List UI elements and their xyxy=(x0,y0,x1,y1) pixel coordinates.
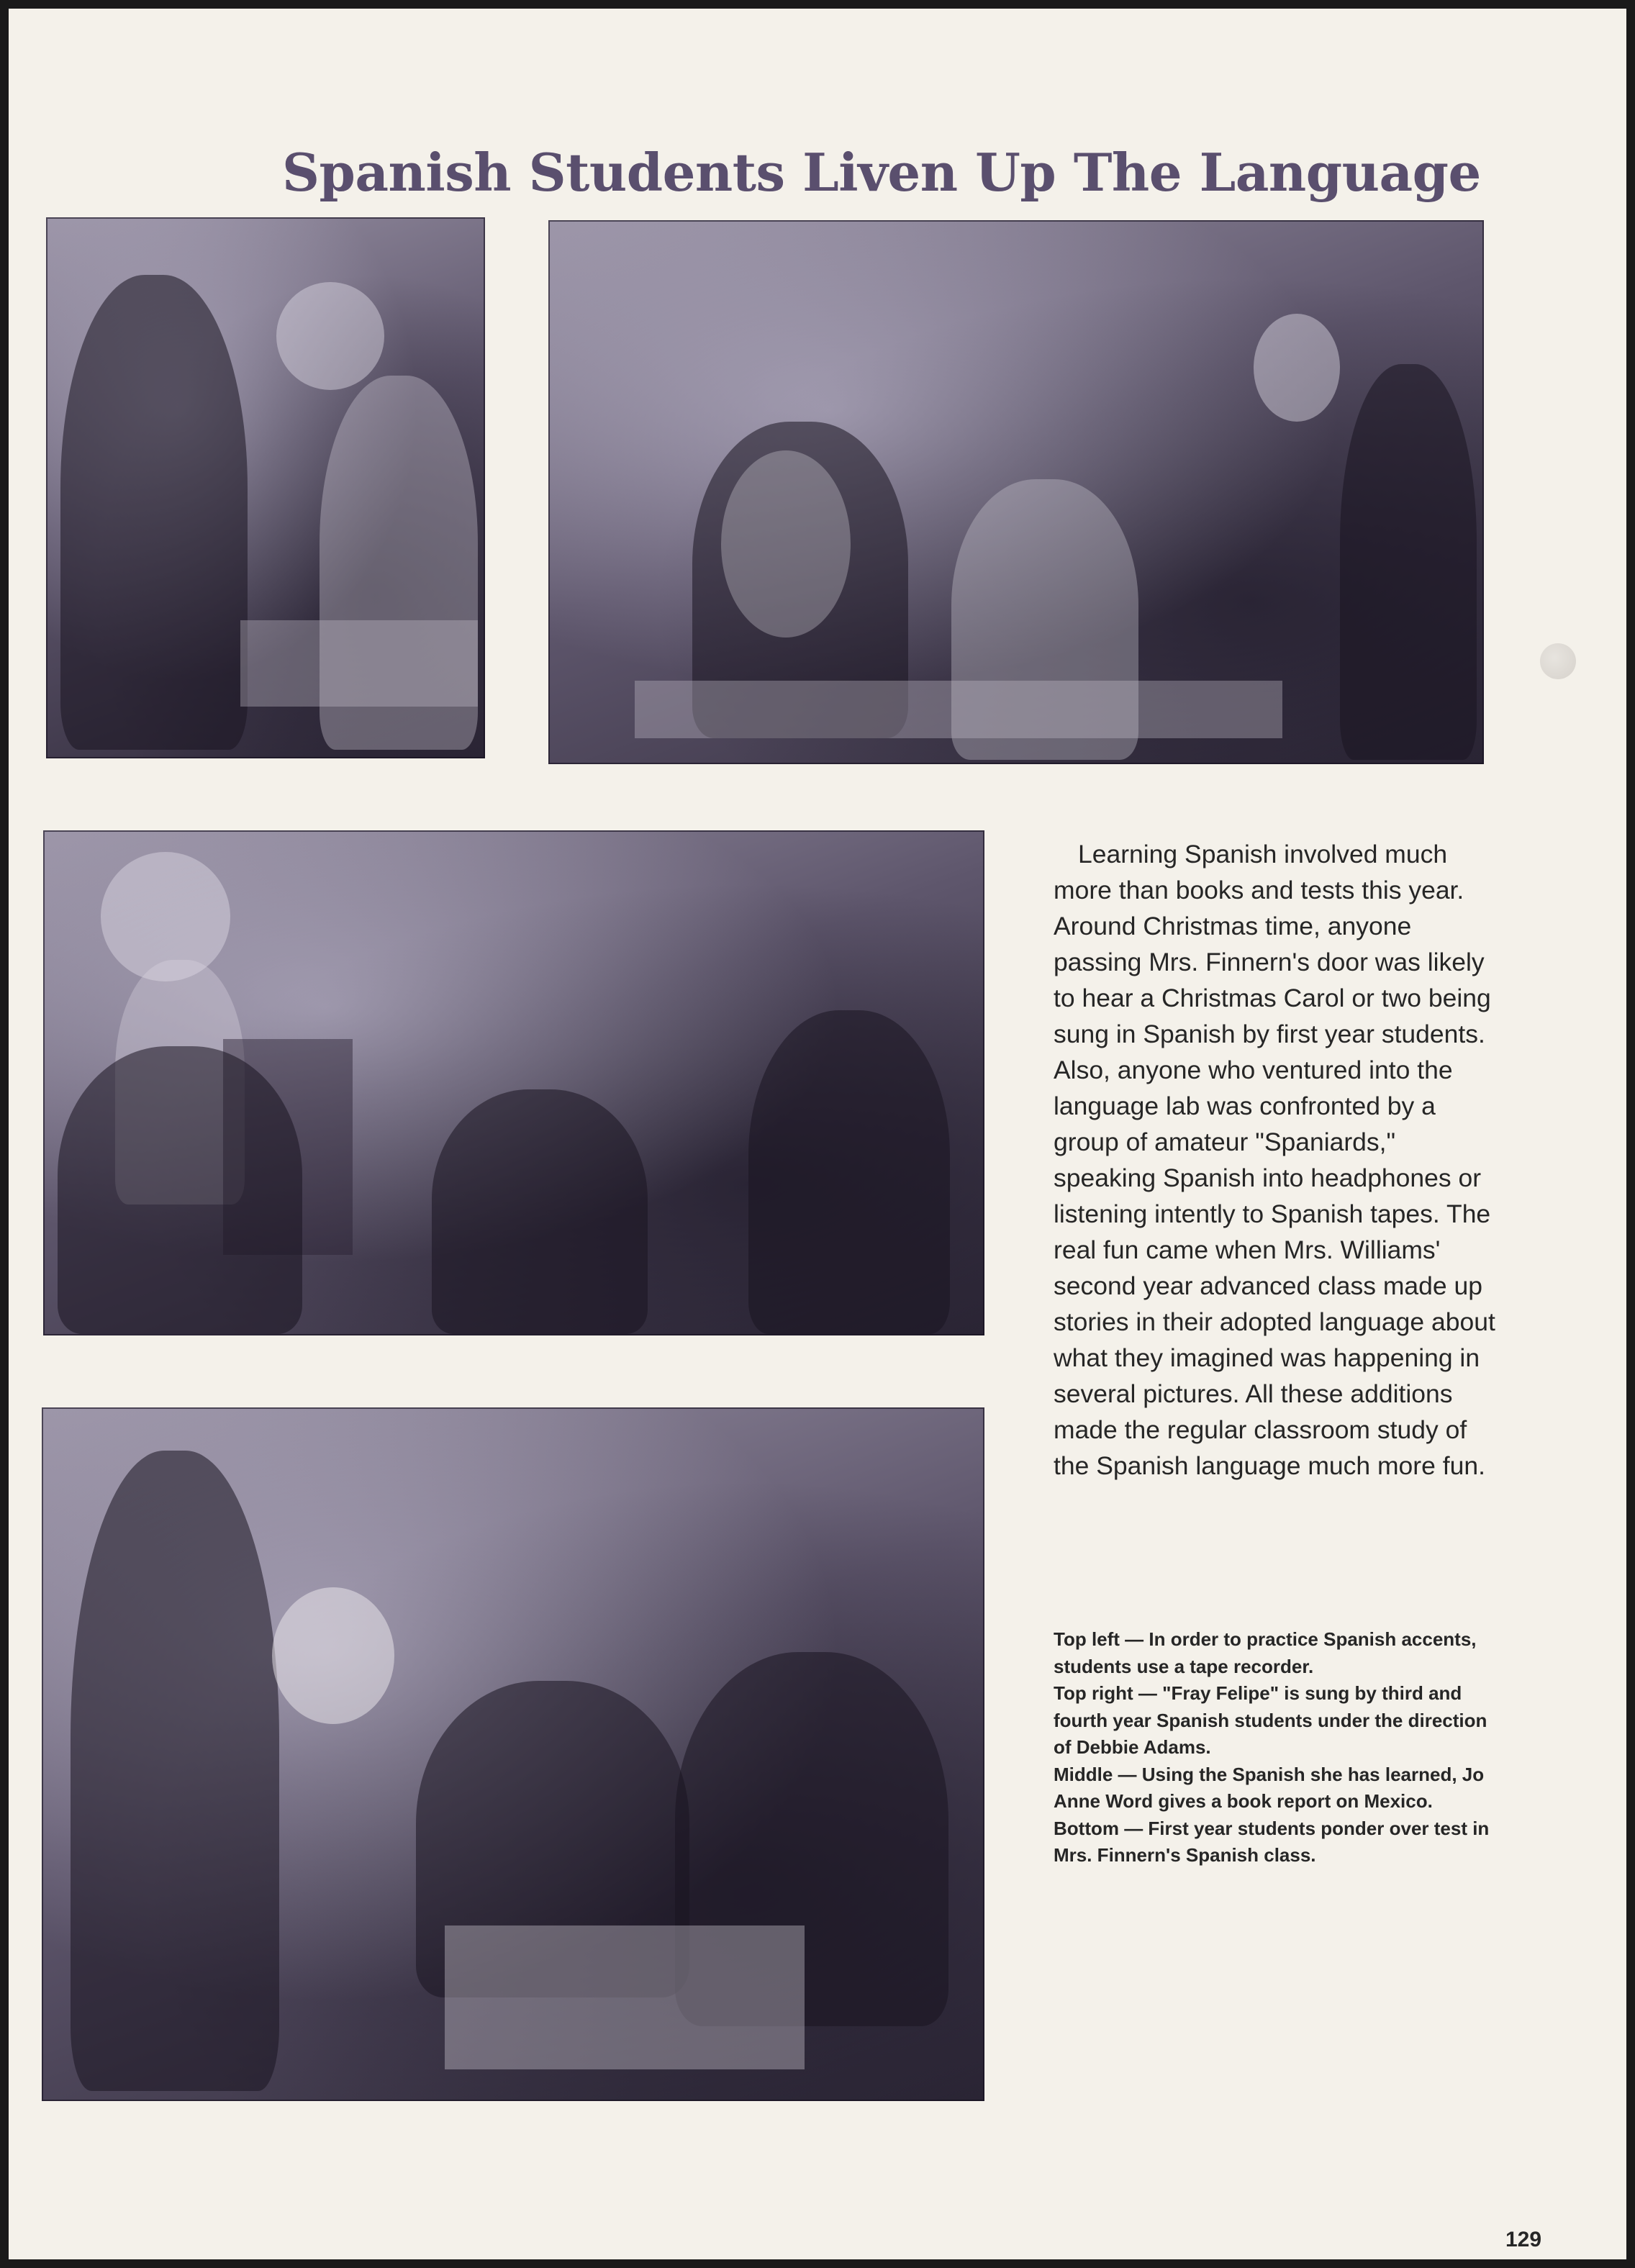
photo-top-left xyxy=(46,217,485,758)
caption-middle: Middle — Using the Spanish she has learned, Jo Anne Word gives a book report on Mexico. xyxy=(1054,1763,1485,1812)
decorative-mark xyxy=(1540,643,1576,679)
photo-bottom xyxy=(42,1407,984,2101)
photo-top-right xyxy=(548,220,1484,764)
page-title: Spanish Students Liven Up The Language xyxy=(282,142,1481,203)
caption-bottom: Bottom — First year students ponder over test in Mrs. Finnern's Spanish class. xyxy=(1054,1817,1490,1866)
article-body: Learning Spanish involved much more than books and tests this year. Around Christmas time, anyone passing Mrs. Finnern's door was likely to hear a Christmas Carol or two being sung in Spanish by first year students. Also, anyone who ventured into the language lab was confronted by a group of amateur "Spaniards," speaking Spanish into headphones or listening intently to Spanish tapes. The real fun came when Mrs. Williams' second year advanced class made up stories in their adopted language about what they imagined was happening in several pictures. All these additions made the regular classroom study of the Spanish language much more fun. xyxy=(1054,840,1495,1480)
caption-top-right: Top right — "Fray Felipe" is sung by third and fourth year Spanish students under the direction of Debbie Adams. xyxy=(1054,1682,1487,1758)
photo-middle xyxy=(43,830,984,1335)
caption-top-left: Top left — In order to practice Spanish accents, students use a tape recorder. xyxy=(1054,1628,1477,1677)
photo-captions xyxy=(1054,1626,1500,1869)
page-number: 129 xyxy=(1505,2228,1542,2251)
yearbook-page xyxy=(9,9,1626,2259)
